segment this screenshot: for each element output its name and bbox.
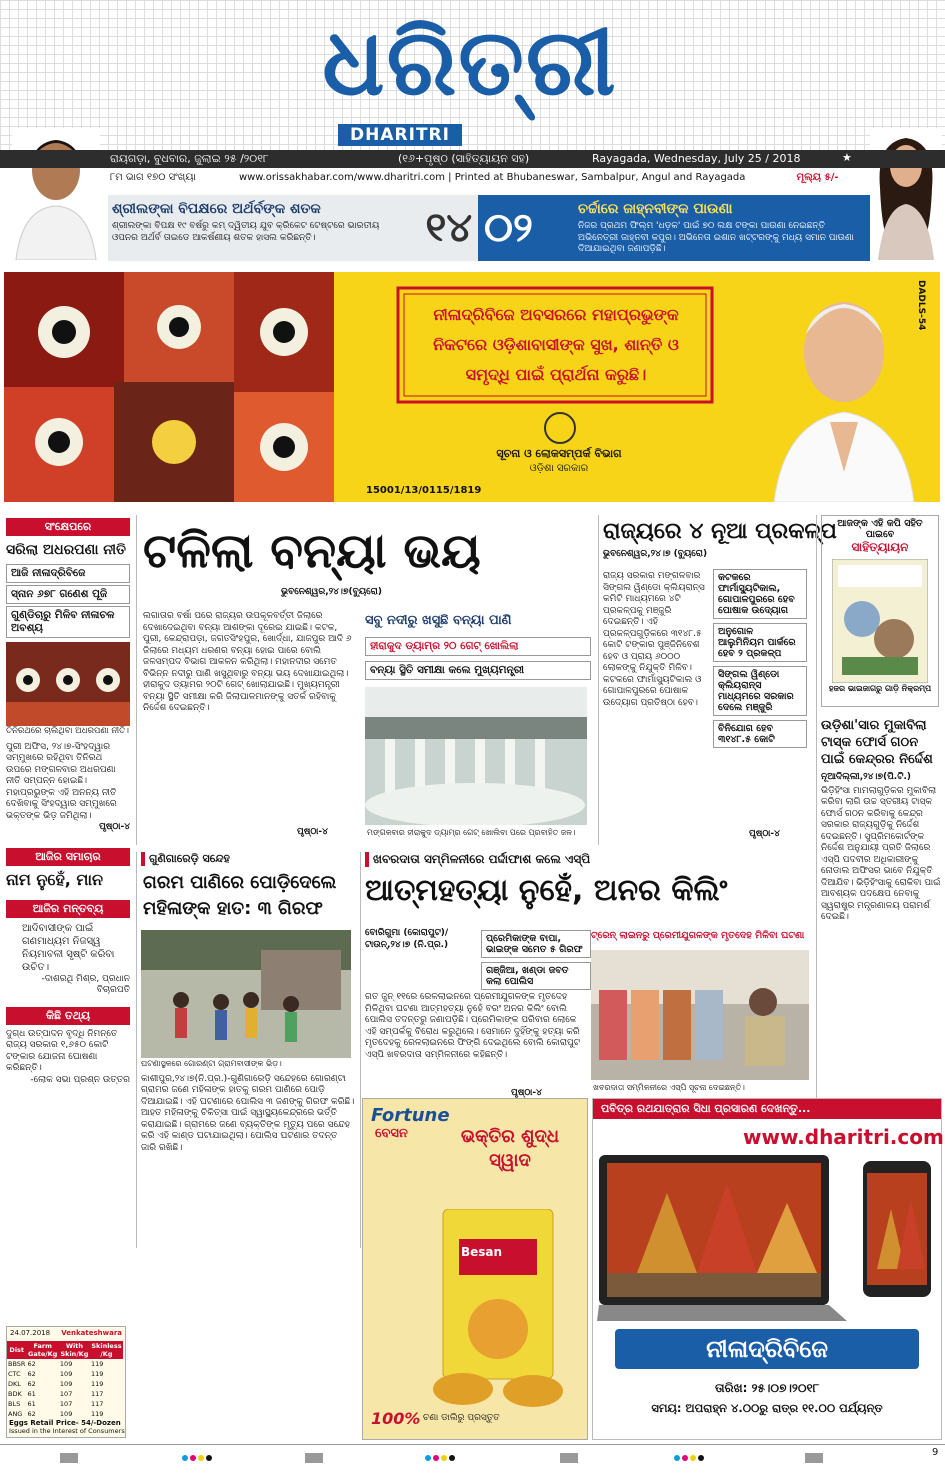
live-ad-date: ତାରିଖ: ୨୫।୦୭।୨୦୧୮ [714, 1381, 820, 1395]
table-row [7, 1389, 123, 1399]
egg-retail: Eggs Retail Price- 54/-Dozen [9, 1418, 121, 1427]
table-cell: 109 [59, 1379, 73, 1388]
ad-message: ନୀଳାଦ୍ରିବିଜେ ଅବସରରେ ମହାପ୍ରଭୁଙ୍କ ନିକଟରେ ଓଡ଼ିଶାବାସୀଙ୍କ ସୁଖ, ଶାନ୍ତି ଓ ସମୃଦ୍ଧି ପାଇଁ ପ୍ରାର୍ଥନା କରୁଛି। [433, 305, 679, 384]
news-title: ନାମ ନୁହେଁ, ମାନ [6, 869, 104, 889]
dam-photo-caption: ମଙ୍ଗଳବାର ହୀରାକୁଦ ଡ୍ୟାମ୍‌ର ଗେଟ୍ ଖୋଲିବା ପରେ ପ୍ରବାହିତ ଜଳ। [367, 828, 576, 837]
story3-photo-caption: ଖବରଦାତା ସମ୍ମିଳନୀରେ ଏସ୍‌ପି ସୂଚନା ଦେଇଛନ୍ତି। [593, 1083, 745, 1092]
right-dateline: ନୂଆଦିଲ୍ଲୀ,୨୪।୭(ପି.ଟି.) [821, 772, 911, 782]
table-row [7, 1369, 123, 1379]
table-row [7, 1379, 123, 1389]
footer-bar [0, 1444, 945, 1469]
lead-bullet-1: ହୀରାକୁଦ ଡ୍ୟାମ୍‌ର ୨୦ ଗେଟ୍ ଖୋଲିଲା [365, 637, 591, 656]
story2-headline: ଗରମ ପାଣିରେ ପୋଡ଼ିଦେଲେ ମହିଳାଙ୍କ ହାତ: ୩ ଗିରଫ [143, 872, 337, 919]
printed-line: Printed at Bhubaneswar, Sambalpur, Angul and Rayagada [454, 172, 746, 183]
story3-bullet-1: ପ୍ରେମିକାଙ୍କ ବାପା, ଭାଇଙ୍କ ସମେତ ୫ ଗିରଫ [481, 930, 591, 958]
projects-box-4: ବିନିଯୋଗ ହେବ ୩୧୪୮.୫ କୋଟି [713, 720, 807, 748]
projects-box-1: କଟକରେ ଫାର୍ମାସ୍ୟୁଟିକାଲ, ଗୋପାଳପୁରରେ ହେବ ପୋଷାକ ଉଦ୍ୟୋଗ [713, 569, 807, 619]
story3-photo-head: ଟ୍ରେନ୍ ଲାଇନରୁ ପ୍ରେମୀଯୁଗଳଙ୍କ ମୃତଦେହ ମିଳିବା ଘଟଣା [591, 930, 805, 941]
cm-photo [764, 272, 924, 502]
dateline-pages: (୧୬+ପୃଷ୍ଠ (ସାହିତ୍ୟାୟନ ସହ) [398, 152, 530, 165]
egg-brand-row [7, 1327, 125, 1341]
story3-page-ref[interactable]: ପୃଷ୍ଠା-୪ [511, 1088, 542, 1098]
table-cell: 61 [27, 1389, 36, 1398]
promo-bottom: ହଜର ଭାଇଜାଗରୁ ଗାଡ଼ି ନିକ୍ରମ୍ପ [828, 684, 932, 693]
lead-page-ref[interactable]: ପୃଷ୍ଠା-୪ [297, 827, 328, 837]
live-ad[interactable] [592, 1098, 942, 1440]
quote-author: -ଦାଶରଥି ମିଶ୍ର, ପ୍ରଧାନ ବିଚାରପତି [41, 973, 130, 995]
teaser-left-text: ଶ୍ରୀଲଙ୍କା ବିପକ୍ଷ ୧୯ ବର୍ଷରୁ କମ୍ ଦ୍ୱିତୀୟ ଯୁବ କ୍ରିକେଟ ଟେଷ୍ଟରେ ଭାରତୀୟ ଓପନର ଅର୍ଥର୍ବ ତାଇଡେ ଆକର୍ଷଣୀୟ ଶତକ ହାସଲ କରିଛନ୍ତି। [112, 221, 380, 243]
cricketer-photo [12, 128, 100, 260]
table-cell: 117 [90, 1389, 104, 1398]
live-ad-title: ନୀଳାଦ୍ରିବିଜେ [615, 1329, 919, 1369]
promo-name: ସାହିତ୍ୟାୟନ [851, 540, 909, 554]
story3-dateline: ବୋରିଗୁମା (କୋରାପୁଟ)/ ଟାଉନ୍,୨୪।୭ (ନି.ପ୍ର.) [365, 928, 449, 950]
lead-headline: ଟଳିଲା ବନ୍ୟା ଭୟ [143, 523, 481, 579]
story2-photo-caption: ଘଟଣାସ୍ଥଳରେ ଗୋରଣ୍ଟା ଗ୍ରାମବାସୀଙ୍କ ଭିଡ଼। [141, 1059, 282, 1068]
sidebar-photo [6, 642, 130, 726]
lead-side-headline: ସବୁ ନଦୀରୁ ଖସୁଛି ବନ୍ୟା ପାଣି [365, 613, 512, 628]
emblem-icon [544, 412, 576, 444]
promo-top: ଆଜଙ୍କ ଏହି କପି ସହିତ ପାଇବେ [837, 518, 923, 540]
dateline-english: Rayagada, Wednesday, July 25 / 2018 [592, 152, 801, 165]
issue-number: ୮ମ ଭାଗ ୧୭୦ ସଂଖ୍ୟା [110, 172, 196, 183]
sidebar-left [6, 518, 130, 1438]
projects-body: ରାଜ୍ୟ ସରକାର ମଙ୍ଗଳବାର ସିଙ୍ଗଲ ୱିଣ୍ଡୋ କ୍ଲିୟରାନ୍ସ କମିଟି ମାଧ୍ୟମରେ ୪ଟି ପ୍ରକଳ୍ପକୁ ମଞ୍ଜୁରି ଦେଇଛନ୍ତି। ଏହି ପ୍ରକଳ୍ପଗୁଡ଼ିକରେ ୩୧୪୮.୫ କୋଟି ଟଙ୍କାର ପୁଞ୍ଜିନିବେଶ ହେବ ଓ ପ୍ରାୟ ୬୦୦୦ ଲୋକଙ୍କୁ ନିଯୁକ୍ତି ମିଳିବ। କଟକରେ ଫାର୍ମାସ୍ୟୁଟିକାଲ ଓ ଗୋପାଳପୁରରେ ପୋଷାକ ଉଦ୍ୟୋଗ ପ୍ରତିଷ୍ଠା ହେବ। [603, 571, 705, 708]
fortune-ad[interactable] [362, 1098, 588, 1440]
ad-dadls: DADLS-54 [916, 280, 926, 331]
table-cell: 62 [27, 1359, 36, 1368]
egg-brand: Venkateshwara [61, 1329, 122, 1337]
issue-line: ୮ମ ଭାଗ ୧୭୦ ସଂଖ୍ୟା www.orissakhabar.com/www.dharitri.com | Printed at Bhubaneswar, Sambalpur, Angul and Rayagada ମୂଲ୍ୟ ୫/- [110, 172, 839, 183]
projects-box-3: ସିଙ୍ଗଲ ୱିଣ୍ଡୋ କ୍ଲିୟରାନ୍ସ ମାଧ୍ୟମରେ ସରକାର ଦେଲେ ମଞ୍ଜୁରି [713, 666, 807, 716]
table-row [7, 1359, 123, 1369]
egg-price-box [6, 1326, 126, 1438]
fortune-pack-label: Besan [461, 1245, 503, 1259]
teaser-right-text: ନିଜର ପ୍ରଥମ ଫିଲ୍ମ 'ଧଡ଼କ' ପାଇଁ ୭୦ ଲକ୍ଷ ଟଙ୍କା ପାଉଣା ନେଇଛନ୍ତି ଅଭିନେତ୍ରୀ ଜାହ୍ନବୀ କପୁର। ଅଭିନେତା ଇଶାନ ଖଟ୍ଟରଙ୍କୁ ମଧ୍ୟ ସମାନ ପାଉଣା ଦିଆଯାଇଥିବା ଜଣାପଡ଼ିଛି। [578, 221, 854, 254]
table-cell: 62 [27, 1379, 36, 1388]
live-ad-top: ପବିତ୍ର ରଥଯାତ୍ରାର ସିଧା ପ୍ରସାରଣ ଦେଖନ୍ତୁ... [593, 1099, 941, 1119]
egg-note: Issued in the Interest of Consumers [9, 1426, 125, 1435]
table-cell: BBSR [8, 1359, 26, 1368]
table-cell: BDK [8, 1389, 22, 1398]
live-ad-time: ସମୟ: ଅପରାହ୍ନ ୪.୦୦ରୁ ରାତ୍ର ୧୧.୦୦ ପର୍ଯ୍ୟନ୍ତ [651, 1401, 883, 1415]
table-cell: BLS [8, 1399, 21, 1408]
header-skinless: Skinless /Kg [91, 1341, 122, 1358]
fact-source: -ଲୋକ ସଭା ପ୍ରଶ୍ନ ଉତ୍ତର [30, 1074, 130, 1085]
projects-dateline: ଭୁବନେଶ୍ୱର,୨୪।୭ (ବ୍ୟୁରୋ) [603, 549, 708, 559]
story3-kicker: ଖବରଦାତା ସମ୍ମିଳନୀରେ ପର୍ଦ୍ଦାଫାଶ କଲେ ଏସ୍‌ପି [365, 852, 813, 867]
sidebar-headline: ସରିଲା ଅଧରପଣା ନୀତି [6, 542, 126, 558]
sidebar-bullet-2: ସ୍ନାନ ୬୭୮ ଗଣେଶ ପୂଜି [6, 585, 130, 604]
quote-tag: ଆଜିର ମନ୍ତବ୍ୟ [6, 900, 130, 918]
lead-dateline: ଭୁବନେଶ୍ୱର,୨୪।୭(ବ୍ୟୁରୋ) [281, 587, 382, 597]
header-dist: Dist [9, 1345, 25, 1354]
story3-photo [591, 950, 809, 1080]
table-cell: 62 [27, 1409, 36, 1418]
promo-magazine [832, 559, 928, 683]
story2 [136, 852, 355, 1248]
projects-box-2: ଅନୁଗୋଳ ଆଲୁମିନିୟମ ପାର୍କରେ ହେବ ୨ ପ୍ରକଳ୍ପ [713, 623, 807, 662]
egg-price-table [7, 1341, 123, 1419]
fact-text: ଦୁଗ୍ଧ ଉତ୍ପାଦନ ବୃଦ୍ଧି ନିମନ୍ତେ ରାଜ୍ୟ ସରକାର ୧,୬୫୦ କୋଟି ଟଙ୍କାର ଯୋଜନା ଘୋଷଣା କରିଛନ୍ତି। [6, 1028, 118, 1073]
fact-tag: କିଛି ତଥ୍ୟ [6, 1007, 130, 1025]
lead-bullet-2: ବନ୍ୟା ସ୍ଥିତି ସମୀକ୍ଷା କଲେ ମୁଖ୍ୟମନ୍ତ୍ରୀ [365, 661, 591, 680]
registration-marks [0, 1445, 945, 1469]
actress-photo [870, 128, 942, 260]
table-cell: CTC [8, 1369, 21, 1378]
projects-boxes [713, 569, 807, 748]
dateline-odia: ରାୟଗଡ଼ା, ବୁଧବାର, ଜୁଲାଇ ୨୫ /୨୦୧୮ [110, 152, 269, 165]
page-number: 9 [932, 1447, 939, 1458]
fortune-pack [423, 1209, 573, 1409]
table-cell: 109 [59, 1409, 73, 1418]
table-cell: 109 [59, 1369, 73, 1378]
right-headline: ଉଡ଼ିଶା'ସାର ମୁକାବିଲା ଟାସ୍କ ଫୋର୍ସ ଗଠନ ପାଇଁ କେନ୍ଦ୍ରର ନିର୍ଦ୍ଦେଶ [821, 718, 933, 767]
story3-bullet-2: ଗଞ୍ଜିଆ, ଖଣ୍ଡା ଜବତ କଲା ପୋଲିସ [481, 962, 591, 990]
right-column [816, 515, 941, 1175]
table-cell: 117 [90, 1399, 104, 1408]
news-tag: ଆଜିର ସମାଚାର [6, 848, 130, 866]
story2-kicker: ଗୁଣିଗାରେଡ଼ି ସନ୍ଦେହ [141, 852, 355, 866]
header-farm: Farm Gate/Kg [28, 1341, 58, 1358]
teaser-left[interactable] [108, 195, 478, 261]
projects-page-ref[interactable]: ପୃଷ୍ଠା-୪ [749, 829, 780, 839]
table-cell: 107 [59, 1389, 73, 1398]
rath-photos [4, 272, 334, 502]
right-body: ଭିଡ଼ିହିଂସା ମାମଲାଗୁଡ଼ିକର ମୁକାବିଲା କରିବା ଲାଗି ଉଚ୍ଚ ସ୍ତରୀୟ ଟାସ୍କ ଫୋର୍ସ ଗଠନ କରିବାକୁ କେନ୍ଦ୍ର ସରକାର ରାଜ୍ୟଗୁଡ଼ିକୁ ନିର୍ଦ୍ଦେଶ ଦେଇଛନ୍ତି। ସୁପ୍ରିମକୋର୍ଟଙ୍କ ନିର୍ଦ୍ଦେଶ ଅନୁଯାୟୀ ପ୍ରତି ଜିଲାରେ ଏସ୍‌ପି ପଦବୀର ଅଧିକାରୀଙ୍କୁ ନୋଡାଲ ଅଫିସର ଭାବେ ନିଯୁକ୍ତି ଦିଆଯିବ। ଭିଡ଼ିହିଂସାକୁ ରୋକିବା ପାଇଁ ଆବଶ୍ୟକ ପଦକ୍ଷେପ ନେବାକୁ ସ୍ୱରାଷ୍ଟ୍ର ମନ୍ତ୍ରଣାଳୟ ପରାମର୍ଶ ଦେଇଛି। [821, 785, 941, 922]
story3-body: ଗତ ଜୁନ୍ ୧୧ରେ ରେଳଲାଇନରେ ପ୍ରେମୀଯୁଗଳଙ୍କ ମୃତଦେହ ମିଳିଥିବା ଘଟଣା ଆତ୍ମହତ୍ୟା ନୁହେଁ ବରଂ ଅନର କିଲିଂ ବୋଲି ପୋଲିସ ତଦନ୍ତରୁ ଜଣାପଡ଼ିଛି। ପ୍ରେମିକାଙ୍କ ପରିବାର ଲୋକେ ଏହି ସମ୍ପର୍କକୁ ବିରୋଧ କରୁଥିଲେ। ସେମାନେ ଦୁହିଁଙ୍କୁ ହତ୍ୟା କରି ମୃତଦେହକୁ ରେଳଲାଇନରେ ଫିଙ୍ଗି ଦେଇଥିଲେ ବୋଲି କୋରାପୁଟ ଏସ୍‌ପି ଖବରଦାତା ସମ୍ମିଳନୀରେ କହିଛନ୍ତି। [365, 992, 581, 1060]
tablet-mockup [597, 1153, 847, 1323]
table-cell: 119 [90, 1369, 104, 1378]
table-cell: DKL [8, 1379, 21, 1388]
table-cell: 62 [27, 1369, 36, 1378]
story2-photo [141, 930, 351, 1058]
projects-headline: ରାଜ୍ୟରେ ୪ ନୂଆ ପ୍ରକଳ୍ପ [603, 519, 837, 544]
table-row [7, 1399, 123, 1409]
lead-body: ଲଗାତାର ବର୍ଷା ପରେ ରାଜ୍ୟର ଉପକୂଳବର୍ତ୍ତୀ ଜିଲାରେ ଦେଖାଦେଇଥିବା ବନ୍ୟା ଆଶଙ୍କା ଦୂରେଇ ଯାଇଛି। କଟକ, ପୁରୀ, କେନ୍ଦ୍ରାପଡ଼ା, ଜଗତସିଂହପୁର, ଖୋର୍ଦ୍ଧା, ଯାଜପୁର ଆଦି ୬ ଜିଲାରେ ମଧ୍ୟମ ଧରଣର ବନ୍ୟା ହୋଇ ପାରେ ବୋଲି ଜଳସମ୍ପଦ ବିଭାଗ ଆକଳନ କରିଥିଲା। ମହାନଦୀର ସମେତ ବିଭିନ୍ନ ନଦୀରୁ ପାଣି ଖସୁଥିବାରୁ ବନ୍ୟା ଭୟ ଦେଖାଯାଇଥିଲା। ହୀରାକୁଦ ଡ୍ୟାମର ୨୦ଟି ଗେଟ୍ ଖୋଲାଯାଇଛି। ମୁଖ୍ୟମନ୍ତ୍ରୀ ବନ୍ୟା ସ୍ଥିତି ସମୀକ୍ଷା କରି ଜିଲାପାଳମାନଙ୍କୁ ସତର୍କ ରହିବାକୁ ନିର୍ଦ୍ଦେଶ ଦେଇଛନ୍ତି। [143, 611, 352, 713]
story2-body: କାଶୀପୁର,୨୪।୭(ନି.ପ୍ର.)-ଗୁଣିଗାରେଡ଼ି ସନ୍ଦେହରେ ଗୋରଣ୍ଟା ଗ୍ରାମର ଜଣେ ମହିଳାଙ୍କ ହାତକୁ ଗରମ ପାଣିରେ ପୋଡ଼ି ଦିଆଯାଇଛି। ଏହି ଘଟଣାରେ ପୋଲିସ ୩ ଜଣଙ୍କୁ ଗିରଫ କରିଛି। ଆହତ ମହିଳାଙ୍କୁ ଚିକିତ୍ସା ପାଇଁ ସ୍ୱାସ୍ଥ୍ୟକେନ୍ଦ୍ରରେ ଭର୍ତ୍ତି କରାଯାଇଛି। ଗ୍ରାମରେ ଜଣେ ବ୍ୟକ୍ତିଙ୍କ ମୃତ୍ୟୁ ପରେ ସନ୍ଦେହ କରି ଏହି କାଣ୍ଡ ଘଟାଯାଇଥିଲା। ପୋଲିସ ଘଟଣାର ତଦନ୍ତ ଜାରି ରଖିଛି। [141, 1073, 355, 1153]
fortune-brand: Fortune [371, 1105, 450, 1126]
sidebar-tag: ସଂକ୍ଷେପରେ [6, 518, 130, 536]
fortune-pct-text: ଚଣା ଡାଲିରୁ ପ୍ରସ୍ତୁତ [423, 1413, 500, 1423]
govt-ad[interactable] [4, 272, 940, 502]
ad-govt: ଓଡ଼ିଶା ସରକାର [529, 463, 589, 474]
teaser-right-page: ୦୨ [484, 205, 533, 251]
masthead-title: ଧରିତ୍ରୀ [322, 8, 618, 116]
projects-story [598, 515, 837, 845]
ad-dept: ସୂଚନା ଓ ଲୋକସମ୍ପର୍କ ବିଭାଗ [496, 447, 622, 460]
egg-date: 24.07.2018 [10, 1329, 51, 1337]
live-ad-url[interactable]: www.dharitri.com [743, 1125, 944, 1149]
sidebar-photo-caption: ତିନିରଥରେ ଚାଲିଥିବା ଅଧରପଣା ନୀତି। [6, 726, 130, 736]
teaser-left-title: ଶ୍ରୀଲଙ୍କା ବିପକ୍ଷରେ ଅର୍ଥର୍ବଙ୍କ ଶତକ [112, 201, 321, 217]
header-skin: With Skin/Kg [60, 1341, 89, 1358]
phone-mockup [861, 1159, 933, 1299]
table-cell: 119 [90, 1359, 104, 1368]
price: ମୂଲ୍ୟ ୫/- [796, 172, 839, 183]
sidebar-bullet-1: ଆଜି ନୀଳାଦ୍ରିବିଜେ [6, 564, 130, 583]
masthead-subtitle: DHARITRI [338, 124, 462, 146]
dam-photo [365, 687, 587, 825]
table-cell: 107 [59, 1399, 73, 1408]
web-address[interactable]: www.orissakhabar.com/www.dharitri.com [238, 172, 445, 183]
quote-text: ଆଦିବାସୀଙ୍କ ପାଇଁ ଗଣମାଧ୍ୟମ ନିଜସ୍ୱ ନିୟମାବଳୀ ସୃଷ୍ଟି କରିବା ଉଚିତ। [22, 922, 115, 973]
table-cell: 109 [59, 1359, 73, 1368]
table-row [7, 1409, 123, 1419]
table-header [7, 1341, 123, 1359]
table-cell: ANG [8, 1409, 23, 1418]
fortune-slogan: ଭକ୍ତିର ଶୁଦ୍ଧ ସ୍ୱାଦ [460, 1126, 560, 1171]
teaser-left-page: ୧୪ [425, 205, 472, 251]
sidebar-body: ପୁରୀ ଅଫିସ, ୨୪।୭-ସିଂହଦ୍ୱାର ସମ୍ମୁଖରେ ରହିଥିବା ତିନିରଥ ଉପରେ ମଙ୍ଗଳବାର ଅଧରପଣା ନୀତି ସମ୍ପନ୍ନ ହୋଇଛି। ମହାପ୍ରଭୁଙ୍କ ଏହି ଅନନ୍ୟ ନୀତି ଦେଖିବାକୁ ସିଂହଦ୍ୱାର ସମ୍ମୁଖରେ ଭକ୍ତଙ୍କ ଭିଡ଼ ଜମିଥିଲା। [6, 741, 117, 821]
fortune-pct: 100% [371, 1409, 421, 1428]
sidebar-page-ref[interactable]: ପୃଷ୍ଠା-୪ [99, 822, 130, 832]
table-cell: 119 [90, 1379, 104, 1388]
table-cell: 119 [90, 1409, 104, 1418]
teaser-right-title: ଚର୍ଚ୍ଚାରେ ଜାହ୍ନବୀଙ୍କ ପାଉଣା [578, 201, 733, 217]
teaser-right[interactable] [478, 195, 870, 261]
sidebar-bullet-3: ଗୁଣ୍ଡିଚାରୁ ମିଳିବ ନୀଳାଚଳ ଅବଶ୍ୟ [6, 606, 130, 638]
promo-box[interactable] [821, 515, 939, 707]
lead-story [136, 515, 595, 845]
story3-headline: ଆତ୍ମହତ୍ୟା ନୁହେଁ, ଅନର କିଲିଂ [365, 873, 728, 908]
table-cell: 61 [27, 1399, 36, 1408]
dateline-bar [0, 150, 945, 168]
star-icon: ★ [842, 151, 852, 164]
ad-code: 15001/13/0115/1819 [366, 485, 482, 496]
fortune-sub: ବେସନ [375, 1126, 408, 1141]
